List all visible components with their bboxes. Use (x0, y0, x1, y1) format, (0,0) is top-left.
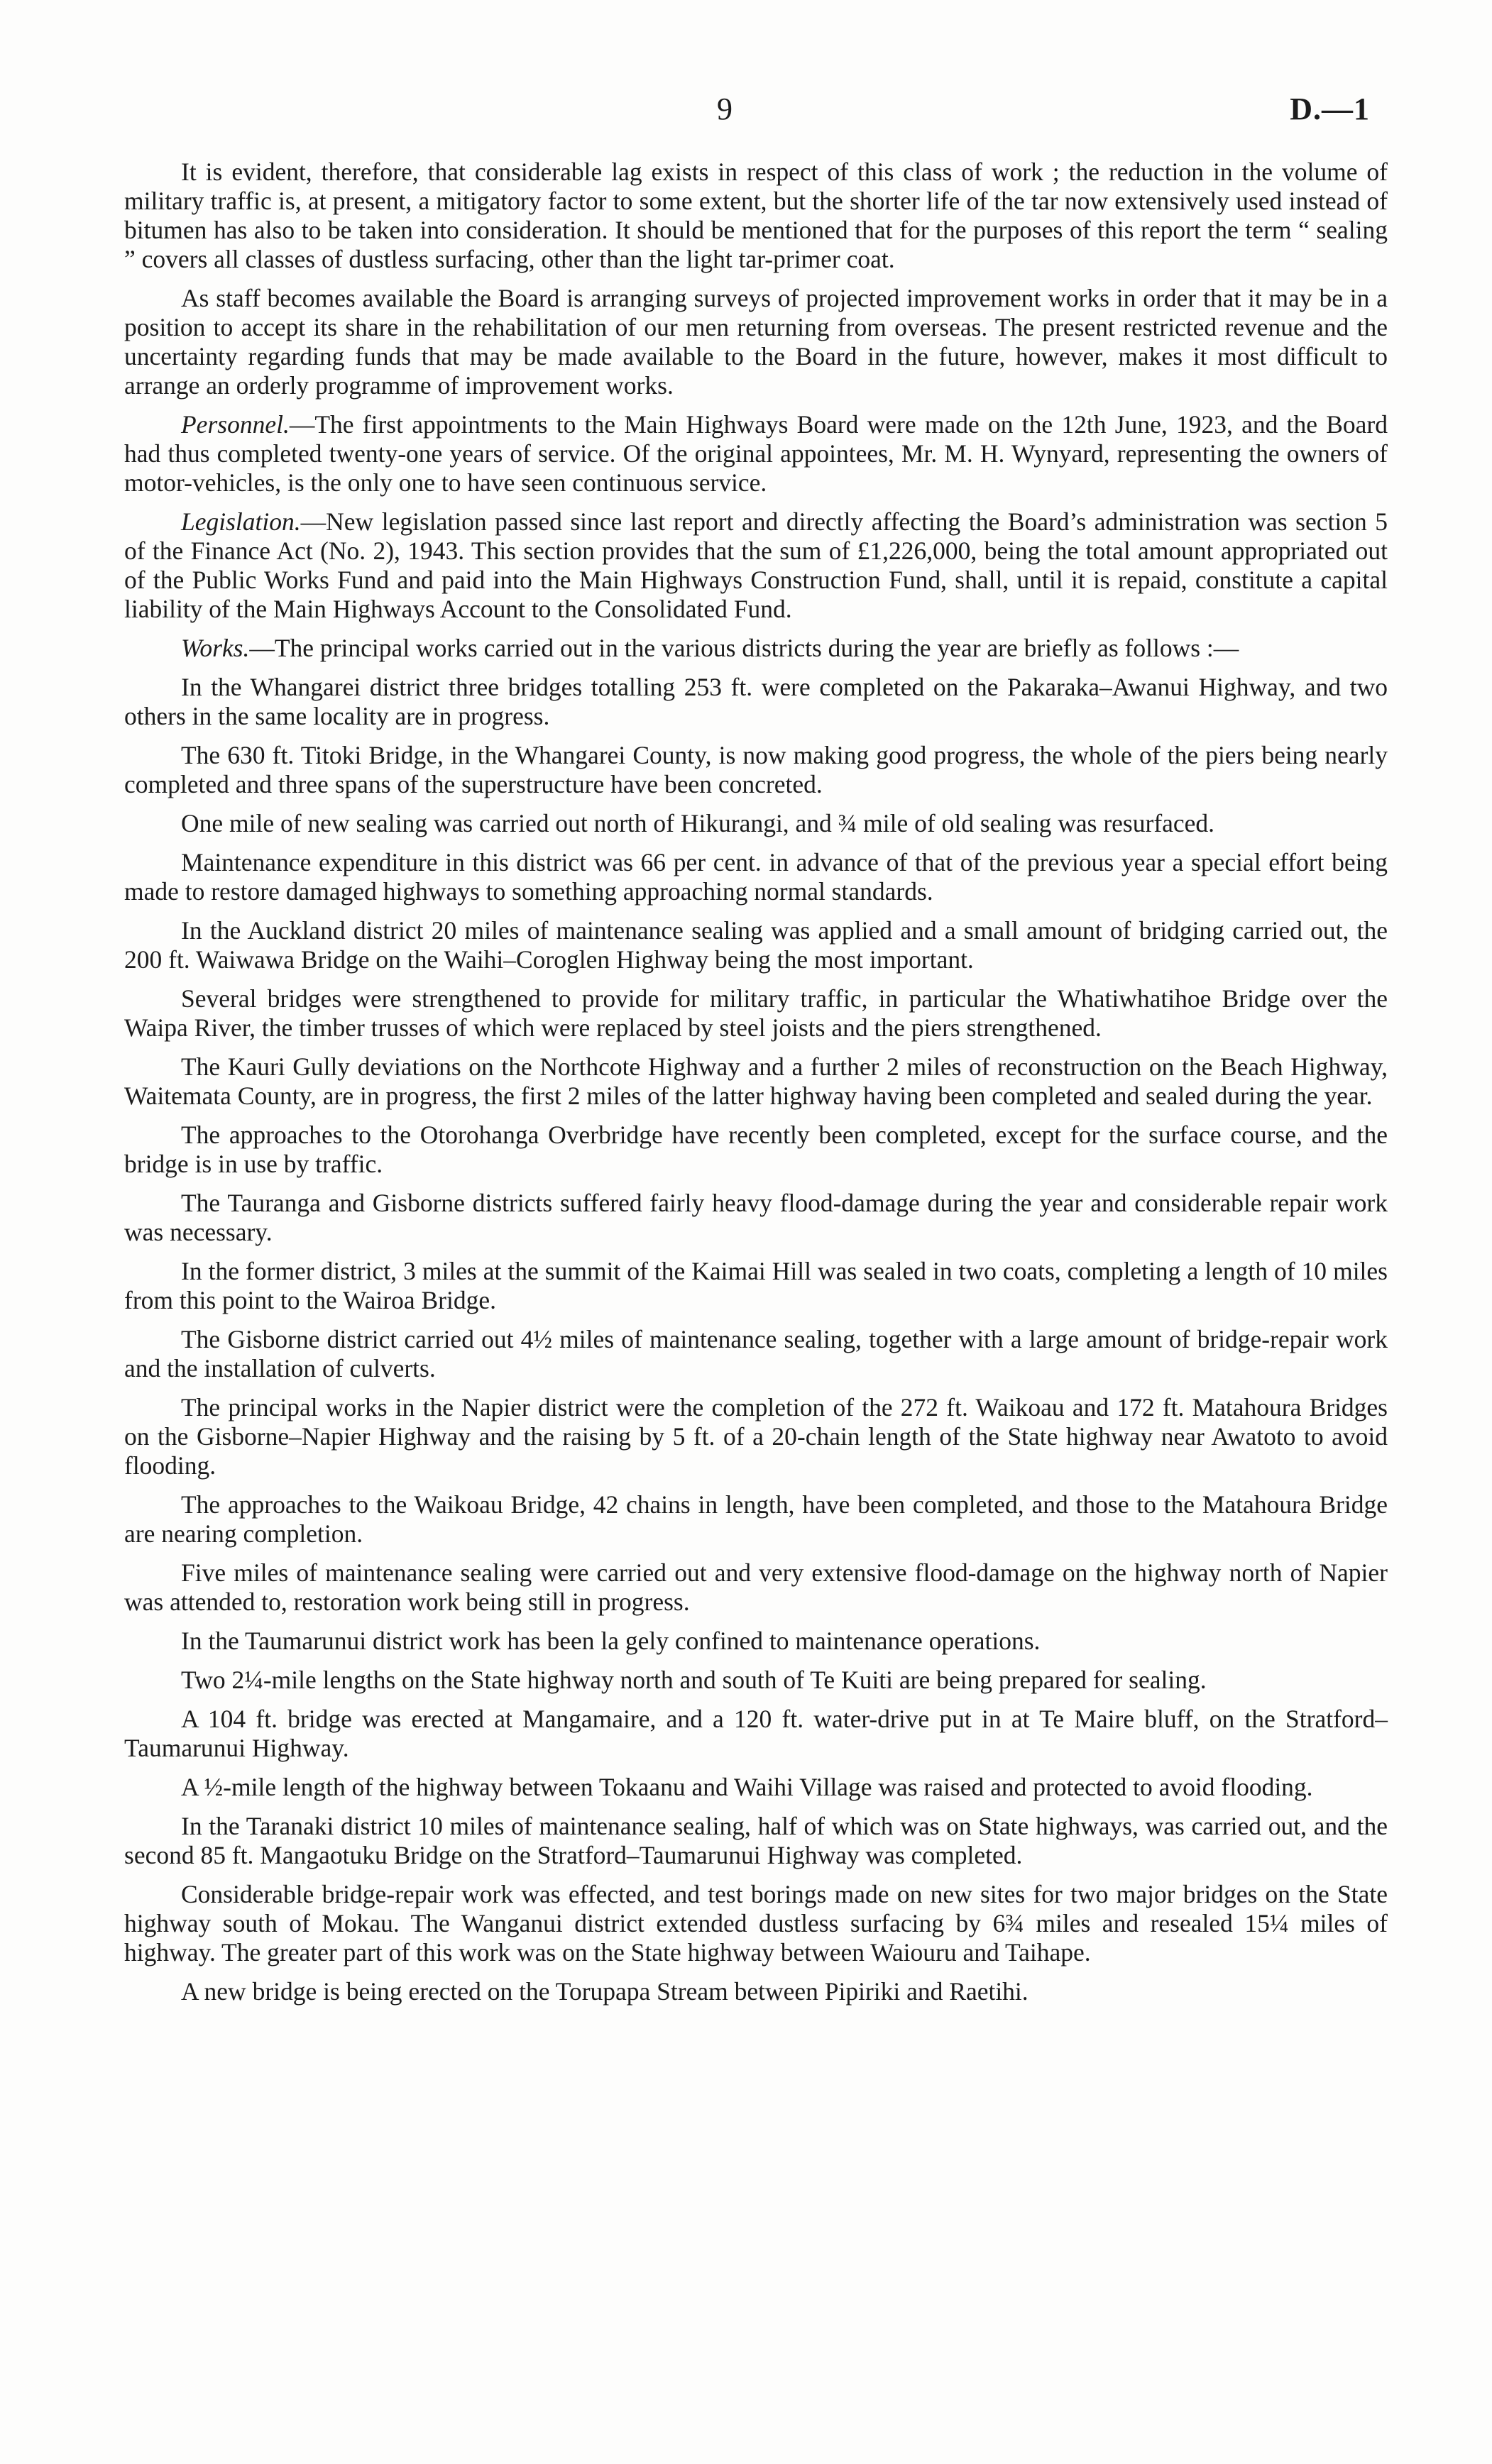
paragraph: In the Auckland district 20 miles of maintenance sealing was applied and a small amount of bridging carried out, the 200 ft. Waiwawa Bridge on the Waihi–Coroglen Highway being the most important. (124, 916, 1388, 974)
paragraph: In the former district, 3 miles at the summit of the Kaimai Hill was sealed in two coats, completing a length of 10 miles from this point to the Wairoa Bridge. (124, 1257, 1388, 1314)
report-body (124, 158, 1388, 2016)
paragraph: The 630 ft. Titoki Bridge, in the Whangarei County, is now making good progress, the whole of the piers being nearly completed and three spans of the superstructure have been concreted. (124, 741, 1388, 798)
paragraph: As staff becomes available the Board is arranging surveys of projected improvement works in order that it may be in a position to accept its share in the rehabilitation of our men returning from overseas. The present restricted revenue and the uncertainty regarding funds that may be made available to the Board in the future, however, makes it most difficult to arrange an orderly programme of improvement works. (124, 284, 1388, 400)
page-header (0, 91, 1492, 133)
paragraph: The Kauri Gully deviations on the Northcote Highway and a further 2 miles of reconstruction on the Beach Highway, Waitemata County, are in progress, the first 2 miles of the latter highway having been completed and sealed during the year. (124, 1052, 1388, 1110)
paragraph: Two 2¼-mile lengths on the State highway north and south of Te Kuiti are being prepared for sealing. (181, 1666, 1207, 1694)
paragraph: Several bridges were strengthened to provide for military traffic, in particular the Whatiwhatihoe Bridge over the Waipa River, the timber trusses of which were replaced by steel joists and the piers strengthened. (124, 984, 1388, 1042)
paragraph: A ½-mile length of the highway between Tokaanu and Waihi Village was raised and protected to avoid flooding. (181, 1773, 1313, 1801)
paragraph: It is evident, therefore, that considerable lag exists in respect of this class of work ; the reduction in the volume of military traffic is, at present, a mitigatory factor to some extent, but the shorter life of the tar now extensively used instead of bitumen has also to be taken into consideration. It should be mentioned that for the purposes of this report the term “ sealing ” covers all classes of dustless surfacing, other than the light tar-primer coat. (124, 158, 1388, 273)
paragraph: Maintenance expenditure in this district was 66 per cent. in advance of that of the previous year a special effort being made to restore damaged highways to something approaching normal standards. (124, 848, 1388, 906)
paragraph: In the Taranaki district 10 miles of maintenance sealing, half of which was on State highways, was carried out, and the second 85 ft. Mangaotuku Bridge on the Stratford–Taumarunui Highway was completed. (124, 1812, 1388, 1869)
paragraph: The Gisborne district carried out 4½ miles of maintenance sealing, together with a large amount of bridge-repair work and the installation of culverts. (124, 1325, 1388, 1382)
paragraph: In the Whangarei district three bridges totalling 253 ft. were completed on the Pakaraka–Awanui Highway, and two others in the same locality are in progress. (124, 673, 1388, 730)
paragraph: Five miles of maintenance sealing were carried out and very extensive flood-damage on the highway north of Napier was attended to, restoration work being still in progress. (124, 1558, 1388, 1616)
paragraph: One mile of new sealing was carried out north of Hikurangi, and ¾ mile of old sealing was resurfaced. (181, 809, 1215, 837)
document-code: D.—1 (1290, 92, 1370, 126)
paragraph: A new bridge is being erected on the Torupapa Stream between Pipiriki and Raetihi. (181, 1977, 1029, 2006)
paragraph: In the Taumarunui district work has been la gely confined to maintenance operations. (181, 1627, 1041, 1655)
paragraph-works: Works.—The principal works carried out in the various districts during the year are briefly as follows :— (181, 634, 1239, 662)
section-heading-works: Works. (181, 634, 250, 662)
paragraph: The approaches to the Otorohanga Overbridge have recently been completed, except for the surface course, and the bridge is in use by traffic. (124, 1121, 1388, 1178)
paragraph: The Tauranga and Gisborne districts suffered fairly heavy flood-damage during the year and considerable repair work was necessary. (124, 1189, 1388, 1246)
page-number: 9 (717, 92, 733, 126)
paragraph: The principal works in the Napier district were the completion of the 272 ft. Waikoau and 172 ft. Matahoura Bridges on the Gisborne–Napier Highway and the raising by 5 ft. of a 20-chain length of the State highway near Awatoto to avoid flooding. (124, 1393, 1388, 1480)
paragraph: The approaches to the Waikoau Bridge, 42 chains in length, have been completed, and those to the Matahoura Bridge are nearing completion. (124, 1490, 1388, 1548)
paragraph-legislation: Legislation.—New legislation passed since last report and directly affecting the Board’s administration was section 5 of the Finance Act (No. 2), 1943. This section provides that the sum of £1,226,000, being the total amount appropriated out of the Public Works Fund and paid into the Main Highways Construction Fund, shall, until it is repaid, constitute a capital liability of the Main Highways Account to the Consolidated Fund. (124, 507, 1388, 623)
section-heading-legislation: Legislation. (181, 507, 301, 536)
paragraph-personnel: Personnel.—The first appointments to the Main Highways Board were made on the 12th June, 1923, and the Board had thus completed twenty-one years of service. Of the original appointees, Mr. M. H. Wynyard, representing the owners of motor-vehicles, is the only one to have seen continuous service. (124, 410, 1388, 497)
paragraph: A 104 ft. bridge was erected at Mangamaire, and a 120 ft. water-drive put in at Te Maire bluff, on the Stratford–Taumarunui Highway. (124, 1705, 1388, 1762)
paragraph: Considerable bridge-repair work was effected, and test borings made on new sites for two major bridges on the State highway south of Mokau. The Wanganui district extended dustless surfacing by 6¾ miles and resealed 15¼ miles of highway. The greater part of this work was on the State highway between Waiouru and Taihape. (124, 1880, 1388, 1967)
section-heading-personnel: Personnel. (181, 410, 290, 439)
